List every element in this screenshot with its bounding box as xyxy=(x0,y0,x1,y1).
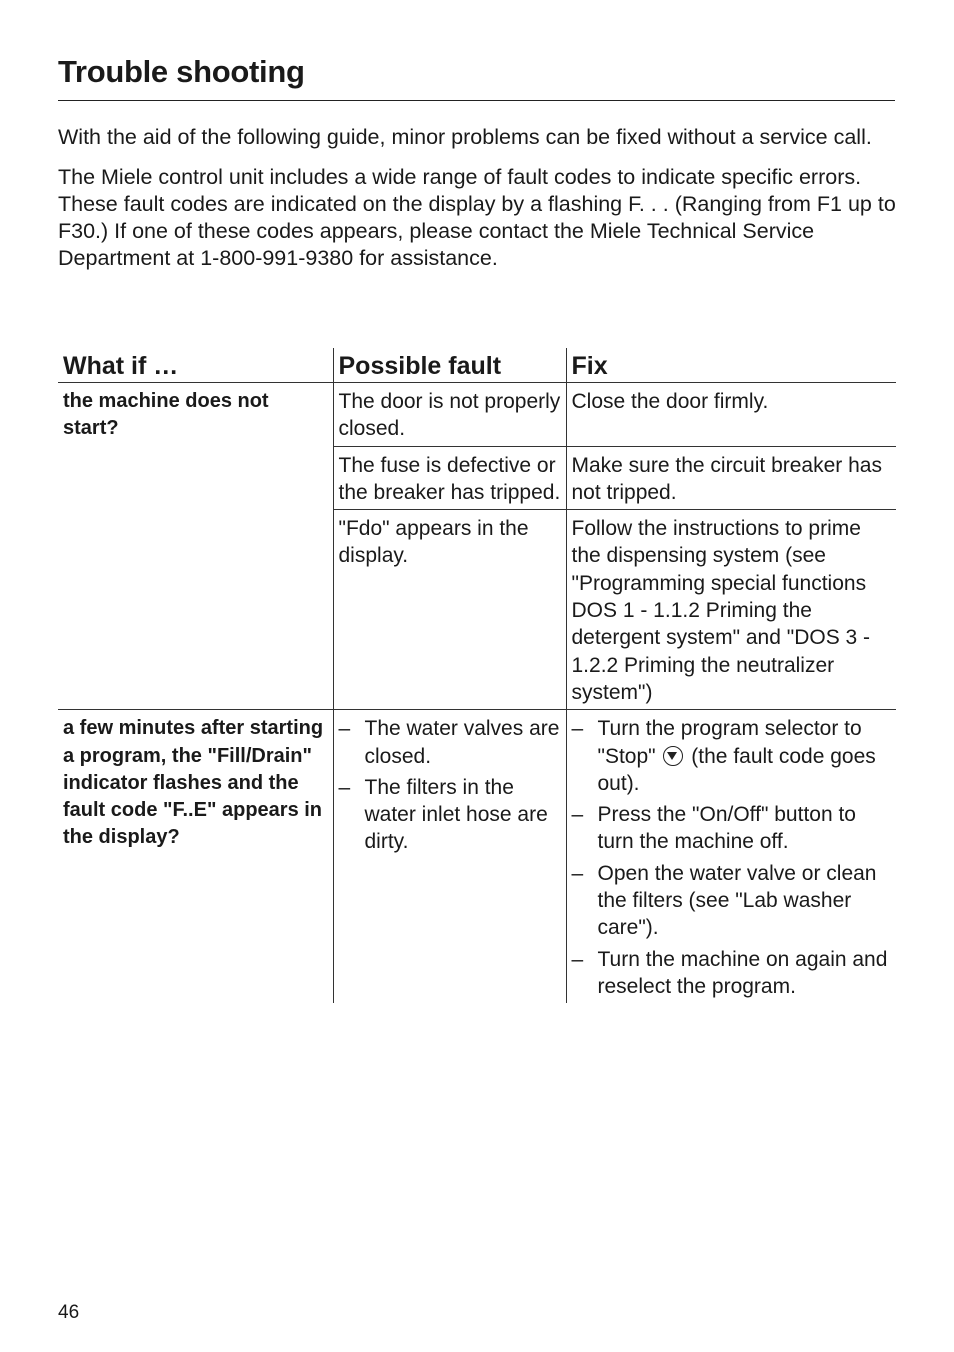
title-divider xyxy=(58,100,895,101)
table-header-row xyxy=(58,348,896,383)
page-number: 46 xyxy=(58,1302,80,1323)
question-fill-drain-flashes: a few minutes after starting a program, the "Fill/Drain" indicator flashes and the fault code "F..E" appears in the display? xyxy=(63,717,324,849)
list-item: – Open the water valve or clean the filters (see "Lab washer care"). xyxy=(572,860,892,942)
fix-cell: Follow the instructions to prime the dispensing system (see "Programming special functions DOS 1 - 1.1.2 Priming the detergent system" and "DOS 3 - 1.2.2 Priming the neutralizer system") xyxy=(566,510,896,710)
list-item: – Turn the machine on again and reselect the program. xyxy=(572,946,892,1001)
fault-cell: The door is not properly closed. xyxy=(333,383,566,447)
fault-cell: The fuse is defective or the breaker has tripped. xyxy=(333,446,566,510)
fix-cell: Close the door firmly. xyxy=(566,383,896,447)
intro-text xyxy=(58,124,898,285)
intro-paragraph-2: The Miele control unit includes a wide range of fault codes to indicate specific errors. These fault codes are indicated on the display by a flashing F. . . (Ranging from F1 up to F30.) If one of these codes appears, please contact the Miele Technical Service Department at 1-800-991-9380 for assistance. xyxy=(58,165,896,270)
fix-text: (the fault code goes out). xyxy=(597,744,876,795)
page-title: Trouble shooting xyxy=(58,54,305,89)
table-row xyxy=(58,710,896,1003)
list-item: – The water valves are closed. xyxy=(339,715,561,770)
list-item xyxy=(572,715,892,797)
question-machine-not-start: the machine does not start? xyxy=(58,383,333,710)
header-possible-fault: Possible fault xyxy=(333,348,566,383)
intro-paragraph-1: With the aid of the following guide, minor problems can be fixed without a service call. xyxy=(58,125,872,149)
fault-cell xyxy=(333,710,566,1003)
fix-list xyxy=(572,715,892,1000)
header-what-if: What if … xyxy=(58,348,333,383)
fix-text: Turn the program selector to "Stop" xyxy=(597,717,862,768)
header-fix: Fix xyxy=(566,348,896,383)
fault-list xyxy=(339,715,561,855)
troubleshooting-table xyxy=(58,348,896,1003)
list-item: – The filters in the water inlet hose are dirty. xyxy=(339,774,561,856)
fault-cell: "Fdo" appears in the display. xyxy=(333,510,566,710)
list-item: – Press the "On/Off" button to turn the machine off. xyxy=(572,801,892,856)
fix-cell: Make sure the circuit breaker has not tripped. xyxy=(566,446,896,510)
table-row xyxy=(58,383,896,447)
fix-cell xyxy=(566,710,896,1003)
stop-symbol-icon xyxy=(663,746,683,766)
